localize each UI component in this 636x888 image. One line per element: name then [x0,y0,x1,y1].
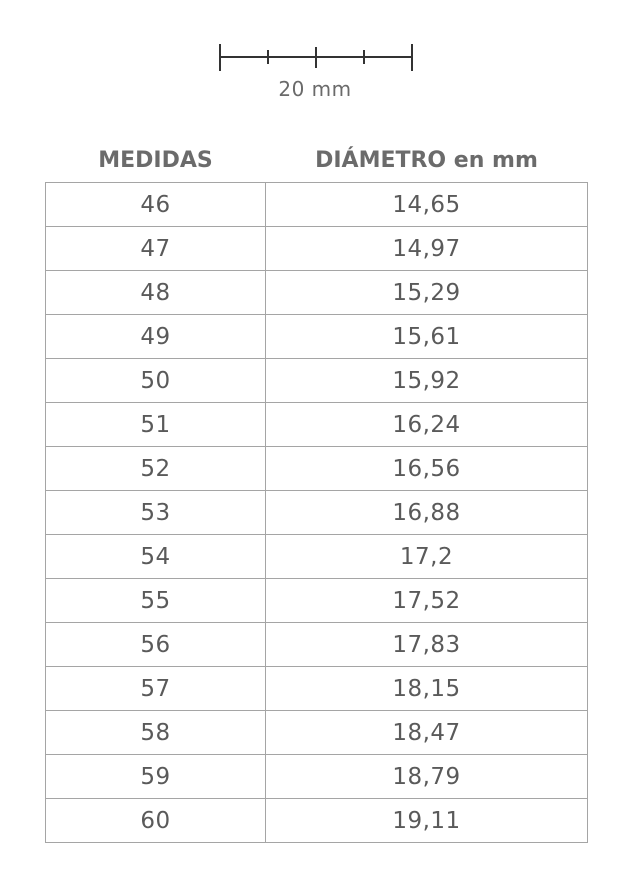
size-table [45,182,588,843]
size-cell: 50 [46,359,266,403]
table-row [46,403,588,447]
diameter-cell: 14,65 [266,183,588,227]
diameter-cell: 16,88 [266,491,588,535]
header-medidas: MEDIDAS [98,148,213,173]
table-headers [45,146,587,176]
diameter-cell: 15,61 [266,315,588,359]
table-row [46,623,588,667]
size-cell: 55 [46,579,266,623]
size-cell: 56 [46,623,266,667]
diameter-cell: 15,92 [266,359,588,403]
table-row [46,183,588,227]
diameter-cell: 16,56 [266,447,588,491]
table-row [46,447,588,491]
diameter-cell: 15,29 [266,271,588,315]
size-cell: 46 [46,183,266,227]
diameter-cell: 16,24 [266,403,588,447]
table-row [46,799,588,843]
diameter-cell: 18,15 [266,667,588,711]
table-row [46,755,588,799]
scale-label: 20 mm [278,77,352,101]
table-row [46,535,588,579]
table-row [46,359,588,403]
table-row [46,711,588,755]
size-cell: 49 [46,315,266,359]
size-cell: 48 [46,271,266,315]
diameter-cell: 17,52 [266,579,588,623]
diameter-cell: 14,97 [266,227,588,271]
size-cell: 60 [46,799,266,843]
header-diametro: DIÁMETRO en mm [315,148,538,173]
table-row [46,271,588,315]
diameter-cell: 19,11 [266,799,588,843]
size-cell: 58 [46,711,266,755]
diameter-cell: 18,47 [266,711,588,755]
size-cell: 54 [46,535,266,579]
table-row [46,667,588,711]
table-row [46,491,588,535]
diameter-cell: 17,83 [266,623,588,667]
size-cell: 51 [46,403,266,447]
ruler-icon [219,40,413,74]
size-cell: 52 [46,447,266,491]
size-cell: 47 [46,227,266,271]
size-cell: 57 [46,667,266,711]
table-row [46,315,588,359]
size-table-body [46,183,588,843]
size-cell: 59 [46,755,266,799]
scale-bar [219,40,413,74]
table-row [46,227,588,271]
diameter-cell: 18,79 [266,755,588,799]
table-row [46,579,588,623]
size-cell: 53 [46,491,266,535]
diameter-cell: 17,2 [266,535,588,579]
